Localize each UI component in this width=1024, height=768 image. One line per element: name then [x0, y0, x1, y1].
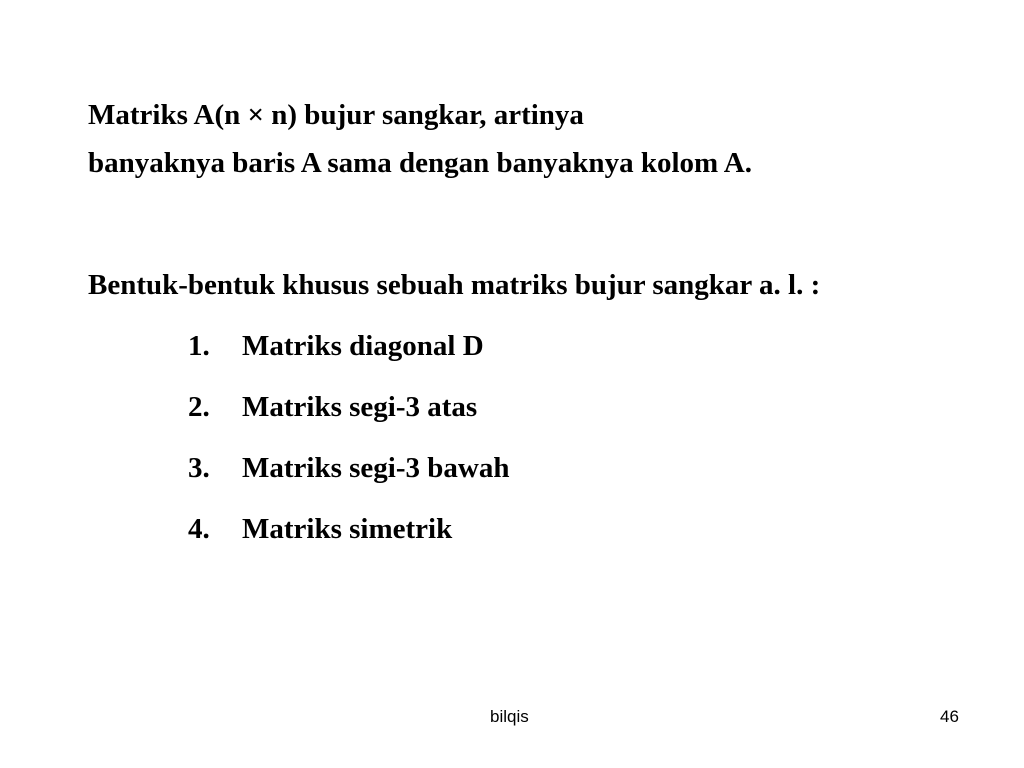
page-number: 46 — [940, 707, 959, 726]
list-item-label: Matriks segi-3 bawah — [242, 452, 510, 484]
list-item-number: 3. — [188, 452, 210, 484]
footer-author: bilqis — [490, 707, 529, 726]
intro-line-1: Matriks A(n × n) bujur sangkar, artinya — [88, 99, 584, 131]
list-item-label: Matriks segi-3 atas — [242, 391, 478, 423]
list-item-label: Matriks diagonal D — [242, 330, 484, 362]
list-item-number: 2. — [188, 391, 210, 423]
list-item — [188, 329, 484, 363]
list-item — [188, 512, 452, 546]
list-item — [188, 451, 509, 485]
intro-line-2: banyaknya baris A sama dengan banyaknya kolom A. — [88, 147, 752, 179]
list-heading: Bentuk-bentuk khusus sebuah matriks bujur sangkar a. l. : — [88, 269, 821, 301]
list-item-number: 4. — [188, 513, 210, 545]
list-item-label: Matriks simetrik — [242, 513, 453, 545]
list-item — [188, 390, 477, 424]
list-item-number: 1. — [188, 330, 210, 362]
